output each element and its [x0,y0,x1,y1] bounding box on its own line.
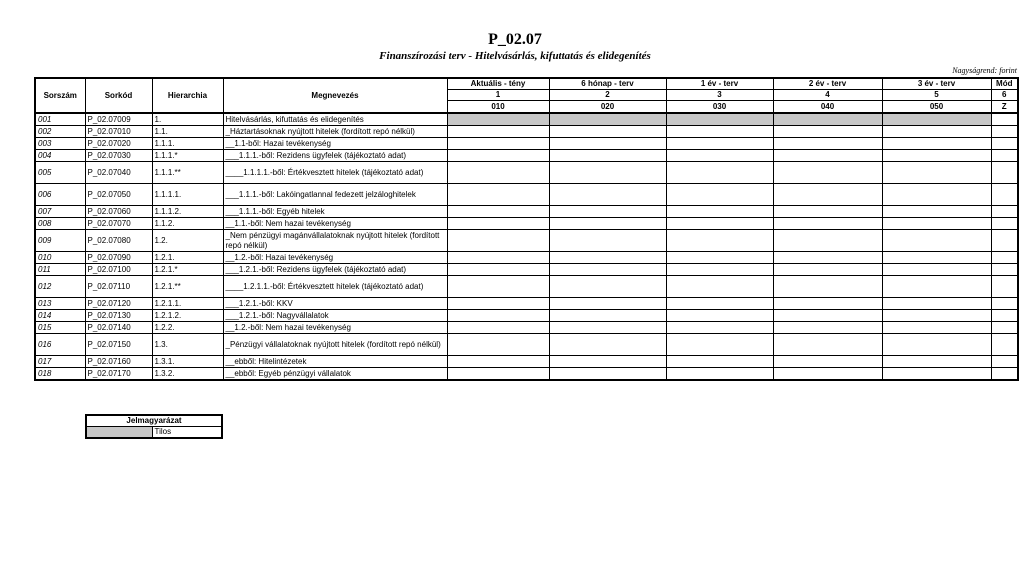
value-cell-6[interactable] [991,252,1018,264]
header-col-5: 3 év - terv [882,78,991,90]
value-cell-1[interactable] [447,113,549,126]
value-cell-1[interactable] [447,162,549,184]
table-row [35,252,1018,264]
cell-hierarchia: 1.2.1.2. [152,310,223,322]
table-row [35,264,1018,276]
cell-sorkod: P_02.07010 [85,126,152,138]
value-cell-6[interactable] [991,356,1018,368]
value-cell-4[interactable] [773,113,882,126]
value-cell-2[interactable] [549,230,666,252]
value-cell-4[interactable] [773,252,882,264]
value-cell-3[interactable] [666,310,773,322]
value-cell-1[interactable] [447,368,549,381]
value-cell-3[interactable] [666,356,773,368]
data-table [34,77,1019,381]
table-row [35,206,1018,218]
cell-hierarchia: 1. [152,113,223,126]
value-cell-1[interactable] [447,230,549,252]
cell-hierarchia: 1.1.1. [152,138,223,150]
value-cell-4[interactable] [773,184,882,206]
cell-sorkod: P_02.07120 [85,298,152,310]
table-row [35,218,1018,230]
cell-sorszam: 016 [35,334,85,356]
header-code-4: 040 [773,101,882,114]
value-cell-5[interactable] [882,368,991,381]
value-cell-1[interactable] [447,150,549,162]
header-code-2: 020 [549,101,666,114]
cell-hierarchia: 1.1. [152,126,223,138]
value-cell-2[interactable] [549,252,666,264]
legend-label-tilos: Tilos [152,427,222,439]
value-cell-1[interactable] [447,252,549,264]
value-cell-4[interactable] [773,368,882,381]
value-cell-5[interactable] [882,230,991,252]
cell-sorszam: 002 [35,126,85,138]
value-cell-2[interactable] [549,322,666,334]
cell-megnevezes: ___1.1.1.-ből: Egyéb hitelek [223,206,447,218]
value-cell-5[interactable] [882,322,991,334]
value-cell-2[interactable] [549,368,666,381]
cell-megnevezes: Hitelvásárlás, kifuttatás és elidegenítés [223,113,447,126]
value-cell-4[interactable] [773,230,882,252]
value-cell-2[interactable] [549,206,666,218]
header-num-4: 4 [773,90,882,101]
value-cell-5[interactable] [882,276,991,298]
value-cell-4[interactable] [773,126,882,138]
cell-sorkod: P_02.07170 [85,368,152,381]
cell-megnevezes: _Nem pénzügyi magánvállalatoknak nyújtott hitelek (fordított repó nélkül) [223,230,447,252]
legend-swatch-tilos [86,427,152,439]
value-cell-3[interactable] [666,252,773,264]
cell-hierarchia: 1.1.1.* [152,150,223,162]
value-cell-6[interactable] [991,138,1018,150]
value-cell-1[interactable] [447,298,549,310]
value-cell-2[interactable] [549,162,666,184]
table-row [35,310,1018,322]
cell-sorkod: P_02.07070 [85,218,152,230]
header-num-6: 6 [991,90,1018,101]
value-cell-5[interactable] [882,162,991,184]
value-cell-2[interactable] [549,276,666,298]
cell-megnevezes: ___1.2.1.-ből: KKV [223,298,447,310]
value-cell-4[interactable] [773,264,882,276]
cell-hierarchia: 1.1.2. [152,218,223,230]
header-code-1: 010 [447,101,549,114]
cell-sorszam: 005 [35,162,85,184]
table-row [35,126,1018,138]
value-cell-5[interactable] [882,113,991,126]
value-cell-3[interactable] [666,298,773,310]
cell-megnevezes: __1.1.-ből: Nem hazai tevékenység [223,218,447,230]
value-cell-1[interactable] [447,218,549,230]
cell-megnevezes: __1.2.-ből: Hazai tevékenység [223,252,447,264]
cell-sorkod: P_02.07130 [85,310,152,322]
header-num-1: 1 [447,90,549,101]
cell-hierarchia: 1.1.1.2. [152,206,223,218]
value-cell-6[interactable] [991,276,1018,298]
value-cell-2[interactable] [549,334,666,356]
cell-sorszam: 018 [35,368,85,381]
table-row [35,184,1018,206]
cell-sorszam: 008 [35,218,85,230]
value-cell-1[interactable] [447,334,549,356]
value-cell-4[interactable] [773,218,882,230]
cell-sorkod: P_02.07150 [85,334,152,356]
cell-megnevezes: __ebből: Hitelintézetek [223,356,447,368]
value-cell-1[interactable] [447,310,549,322]
value-cell-2[interactable] [549,113,666,126]
cell-hierarchia: 1.3.2. [152,368,223,381]
value-cell-6[interactable] [991,334,1018,356]
value-cell-1[interactable] [447,264,549,276]
value-cell-1[interactable] [447,276,549,298]
value-cell-2[interactable] [549,138,666,150]
value-cell-4[interactable] [773,322,882,334]
value-cell-4[interactable] [773,206,882,218]
header-num-2: 2 [549,90,666,101]
value-cell-5[interactable] [882,298,991,310]
value-cell-6[interactable] [991,150,1018,162]
cell-hierarchia: 1.2.2. [152,322,223,334]
table-row [35,356,1018,368]
cell-hierarchia: 1.2.1. [152,252,223,264]
value-cell-6[interactable] [991,322,1018,334]
header-col-3: 1 év - terv [666,78,773,90]
table-row [35,162,1018,184]
value-cell-3[interactable] [666,126,773,138]
cell-hierarchia: 1.1.1.1. [152,184,223,206]
cell-megnevezes: ___1.2.1.-ből: Nagyvállalatok [223,310,447,322]
cell-megnevezes: _Pénzügyi vállalatoknak nyújtott hitelek (fordított repó nélkül) [223,334,447,356]
value-cell-3[interactable] [666,162,773,184]
value-cell-6[interactable] [991,218,1018,230]
value-cell-1[interactable] [447,138,549,150]
value-cell-6[interactable] [991,113,1018,126]
cell-megnevezes: _Háztartásoknak nyújtott hitelek (fordított repó nélkül) [223,126,447,138]
value-cell-5[interactable] [882,126,991,138]
table-row [35,298,1018,310]
cell-sorszam: 014 [35,310,85,322]
cell-megnevezes: __ebből: Egyéb pénzügyi vállalatok [223,368,447,381]
table-body [35,113,1018,380]
form-subtitle: Finanszírozási terv - Hitelvásárlás, kifuttatás és elidegenítés [379,50,651,62]
value-cell-5[interactable] [882,184,991,206]
value-cell-5[interactable] [882,334,991,356]
value-cell-2[interactable] [549,126,666,138]
cell-sorszam: 013 [35,298,85,310]
value-cell-3[interactable] [666,150,773,162]
header-col-2: 6 hónap - terv [549,78,666,90]
value-cell-1[interactable] [447,126,549,138]
table-row [35,322,1018,334]
value-cell-6[interactable] [991,310,1018,322]
value-cell-3[interactable] [666,322,773,334]
table-row [35,150,1018,162]
value-cell-6[interactable] [991,298,1018,310]
value-cell-6[interactable] [991,230,1018,252]
value-cell-2[interactable] [549,264,666,276]
cell-sorszam: 011 [35,264,85,276]
value-cell-5[interactable] [882,264,991,276]
cell-hierarchia: 1.2.1.* [152,264,223,276]
value-cell-3[interactable] [666,276,773,298]
cell-sorszam: 004 [35,150,85,162]
value-cell-5[interactable] [882,310,991,322]
cell-hierarchia: 1.3.1. [152,356,223,368]
header-col-1: Aktuális - tény [447,78,549,90]
cell-megnevezes: ___1.1.1.-ből: Lakóingatlannal fedezett jelzáloghitelek [223,184,447,206]
cell-sorkod: P_02.07030 [85,150,152,162]
value-cell-4[interactable] [773,150,882,162]
form-code-title: P_02.07 [488,31,542,48]
cell-sorkod: P_02.07110 [85,276,152,298]
value-cell-3[interactable] [666,113,773,126]
legend-title: Jelmagyarázat [86,415,222,427]
cell-sorkod: P_02.07140 [85,322,152,334]
value-cell-4[interactable] [773,298,882,310]
cell-megnevezes: ___1.1.1.-ből: Rezidens ügyfelek (tájékoztató adat) [223,150,447,162]
value-cell-3[interactable] [666,138,773,150]
cell-sorszam: 010 [35,252,85,264]
value-cell-1[interactable] [447,322,549,334]
cell-sorszam: 006 [35,184,85,206]
cell-hierarchia: 1.2. [152,230,223,252]
cell-sorszam: 012 [35,276,85,298]
cell-sorkod: P_02.07020 [85,138,152,150]
value-cell-2[interactable] [549,298,666,310]
cell-megnevezes: ____1.1.1.1.-ből: Értékvesztett hitelek (tájékoztató adat) [223,162,447,184]
value-cell-2[interactable] [549,356,666,368]
cell-megnevezes: ____1.2.1.1.-ből: Értékvesztett hitelek (tájékoztató adat) [223,276,447,298]
value-cell-5[interactable] [882,138,991,150]
table-row [35,276,1018,298]
cell-sorszam: 007 [35,206,85,218]
value-cell-6[interactable] [991,368,1018,381]
cell-sorszam: 015 [35,322,85,334]
cell-sorkod: P_02.07100 [85,264,152,276]
value-cell-2[interactable] [549,150,666,162]
header-num-5: 5 [882,90,991,101]
cell-sorkod: P_02.07060 [85,206,152,218]
value-cell-3[interactable] [666,230,773,252]
value-cell-5[interactable] [882,356,991,368]
header-code-3: 030 [666,101,773,114]
value-cell-3[interactable] [666,264,773,276]
cell-megnevezes: __1.2.-ből: Nem hazai tevékenység [223,322,447,334]
cell-sorkod: P_02.07050 [85,184,152,206]
cell-sorszam: 009 [35,230,85,252]
value-cell-5[interactable] [882,252,991,264]
value-cell-4[interactable] [773,276,882,298]
header-hierarchia: Hierarchia [152,78,223,113]
value-cell-4[interactable] [773,334,882,356]
header-code-6: Z [991,101,1018,114]
legend-table [85,414,223,439]
header-sorszam: Sorszám [35,78,85,113]
value-cell-4[interactable] [773,138,882,150]
header-code-5: 050 [882,101,991,114]
cell-hierarchia: 1.1.1.** [152,162,223,184]
table-row [35,113,1018,126]
unit-label: Nagyságrend: forint [952,66,1017,75]
cell-sorkod: P_02.07090 [85,252,152,264]
cell-sorkod: P_02.07160 [85,356,152,368]
cell-megnevezes: ___1.2.1.-ből: Rezidens ügyfelek (tájékoztató adat) [223,264,447,276]
value-cell-3[interactable] [666,184,773,206]
value-cell-4[interactable] [773,310,882,322]
table-row [35,230,1018,252]
table-row [35,138,1018,150]
cell-sorkod: P_02.07009 [85,113,152,126]
header-megnevezes: Megnevezés [223,78,447,113]
table-row [35,368,1018,381]
cell-sorkod: P_02.07040 [85,162,152,184]
value-cell-1[interactable] [447,356,549,368]
value-cell-3[interactable] [666,334,773,356]
value-cell-6[interactable] [991,206,1018,218]
cell-megnevezes: __1.1-ből: Hazai tevékenység [223,138,447,150]
cell-hierarchia: 1.3. [152,334,223,356]
header-col-4: 2 év - terv [773,78,882,90]
cell-sorszam: 001 [35,113,85,126]
header-sorkod: Sorkód [85,78,152,113]
value-cell-5[interactable] [882,218,991,230]
cell-sorszam: 017 [35,356,85,368]
value-cell-4[interactable] [773,356,882,368]
value-cell-2[interactable] [549,218,666,230]
value-cell-6[interactable] [991,264,1018,276]
header-col-6: Mód [991,78,1018,90]
value-cell-3[interactable] [666,218,773,230]
cell-hierarchia: 1.2.1.1. [152,298,223,310]
value-cell-2[interactable] [549,310,666,322]
cell-sorkod: P_02.07080 [85,230,152,252]
header-num-3: 3 [666,90,773,101]
value-cell-3[interactable] [666,368,773,381]
value-cell-1[interactable] [447,184,549,206]
value-cell-4[interactable] [773,162,882,184]
value-cell-6[interactable] [991,126,1018,138]
value-cell-2[interactable] [549,184,666,206]
value-cell-3[interactable] [666,206,773,218]
table-row [35,334,1018,356]
cell-hierarchia: 1.2.1.** [152,276,223,298]
cell-sorszam: 003 [35,138,85,150]
value-cell-6[interactable] [991,162,1018,184]
value-cell-1[interactable] [447,206,549,218]
value-cell-5[interactable] [882,206,991,218]
value-cell-5[interactable] [882,150,991,162]
value-cell-6[interactable] [991,184,1018,206]
